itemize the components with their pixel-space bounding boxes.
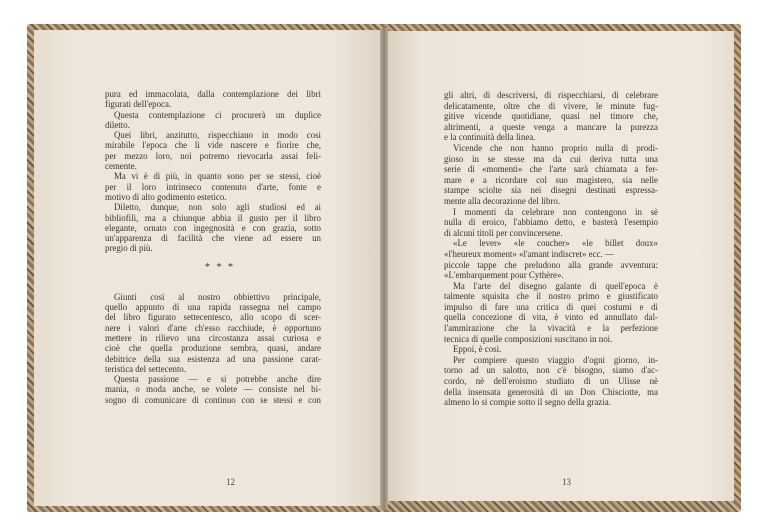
left-paragraphs-2 [105, 292, 321, 405]
text-line: Ma l'arte del disegno galante di quell'epoca è [453, 280, 658, 291]
text-line: Vicende che non hanno proprio nulla di prodi- [453, 142, 658, 153]
text-line: Questa passione — e si potrebbe anche dire [114, 374, 321, 385]
text-line: delicatamente, oltre che di vivere, le minute fug- [444, 100, 658, 111]
text-line: Ma vi è di più, in quanto sono per se stessi, cioè [114, 171, 321, 182]
text-line: «Le lever» «le coucher» «le billet doux» [453, 238, 658, 249]
text-line: l'ammirazione che la vivacità e la perfezione [444, 323, 658, 334]
text-line: pregio di più. [105, 243, 153, 254]
text-line: stampe sciolte sia nei disegni destinati espressa- [444, 185, 658, 196]
text-line: torno ad un salotto, non c'è bisogno, siamo d'ac- [444, 365, 658, 376]
text-line: «l'heureux moment» «l'amant indiscret» ecc. — [444, 248, 614, 259]
text-line: nere i valori d'arte ch'esso racchiude, è opportuno [105, 322, 321, 333]
text-line: bibliofili, ma a chiunque abbia il gusto per il libro [105, 212, 321, 223]
text-line: cordo, nè dell'eroismo studiato di un Ulisse nè [444, 376, 658, 387]
text-line: nulla di eroico, l'abbiamo detto, e basterà l'esempio [444, 217, 658, 228]
text-line: gioso in se stesse ma da cui deriva tutta una [444, 153, 658, 164]
text-line: per il loro intrinseco contenuto d'arte, fonte e [105, 181, 321, 192]
page-number-right: 13 [562, 477, 571, 487]
text-line: teristica del settecento. [105, 363, 187, 374]
text-line: Diletto, dunque, non solo agli studiosi ed ai [114, 202, 321, 213]
text-line: «L'embarquement pour Cythère». [444, 270, 564, 281]
text-line: di alcuni titoli per convincersene. [444, 227, 563, 238]
text-line: quello appunto di una rapida rassegna nel campo [105, 302, 321, 313]
text-line: sogno di comunicare di continuo con se stessi e con [105, 394, 321, 405]
text-line: Questa contemplazione ci procurerà un duplice [114, 109, 321, 120]
right-paragraphs [444, 90, 658, 408]
text-line: del libro figurato settecentesco, allo scopo di scer- [105, 312, 321, 323]
text-line: piccole tappe che preludono alla grande avventura: [444, 259, 658, 270]
text-line: mania, o moda anche, se volete — consiste nel bi- [105, 384, 321, 395]
left-paragraphs-1 [105, 89, 321, 254]
text-line: Eppoi, è così. [453, 344, 502, 355]
left-page-text [105, 89, 321, 405]
text-line: mirabile l'epoca che li vide nascere e fiorire che, [105, 140, 321, 151]
text-line: figurati dell'epoca. [105, 99, 172, 110]
text-line: talmente squisita che il nostro primo e giustificato [444, 291, 658, 302]
text-line: motivo di alto godimento estetico. [105, 191, 227, 202]
text-line: cioè che quella produzione sembra, quasi, andare [105, 343, 321, 354]
text-line: diletto. [105, 119, 130, 130]
text-line: mettere in rilievo una circostanza assai curiosa e [105, 332, 321, 343]
text-line: serie di «momenti» che l'arte sarà chiamata a fer- [444, 164, 658, 175]
text-line: Giunti così al nostro obbiettivo principale, [114, 291, 321, 302]
text-line: mare e a ricordare col suo magistero, sia nelle [444, 174, 658, 185]
text-line: almeno lo si compie sotto il segno della grazia. [444, 397, 611, 408]
text-line: un'apparenza di facilità che viene ad essere un [105, 233, 321, 244]
text-line: Per compiere questo viaggio d'ogni giorno, in- [453, 354, 658, 365]
page-number-left: 12 [226, 477, 235, 487]
text-line: impulso di fare una critica di quei costumi e di [444, 301, 658, 312]
text-line: e la continuità della linea. [444, 132, 536, 143]
text-line: mente alla decorazione del libro. [444, 195, 561, 206]
text-line: altrimenti, a queste venga a mancare la purezza [444, 121, 658, 132]
text-line: tecnica di quelle composizioni suscitano in noi. [444, 333, 613, 344]
text-line: cemente. [105, 161, 137, 172]
text-line: gitive vicende quotidiane, quasi nel timore che, [444, 111, 658, 122]
asterism: * * * [205, 262, 235, 273]
text-line: per mezzo loro, noi potremo rievocarla assai feli- [105, 150, 321, 161]
text-line: elegante, ornato con ingegnosità e con grazia, sotto [105, 222, 321, 233]
text-line: Quei libri, anzitutto, rispecchiano in modo così [114, 130, 321, 141]
text-line: pura ed immacolata, dalla contemplazione dei libri [105, 89, 321, 99]
book-gutter [380, 28, 388, 510]
right-page-text [444, 90, 658, 408]
text-line: I momenti da celebrare non contengono in sè [453, 206, 658, 217]
text-line: quella concezione di vita, è vinto ed annullato dal- [444, 312, 658, 323]
text-line: gli altri, di descriversi, di rispecchiarsi, di celebrare [444, 90, 658, 100]
text-line: debitrice della sua esistenza ad una passione carat- [105, 353, 321, 364]
text-line: della insensata generosità di un Don Chisciotte, ma [444, 386, 658, 397]
